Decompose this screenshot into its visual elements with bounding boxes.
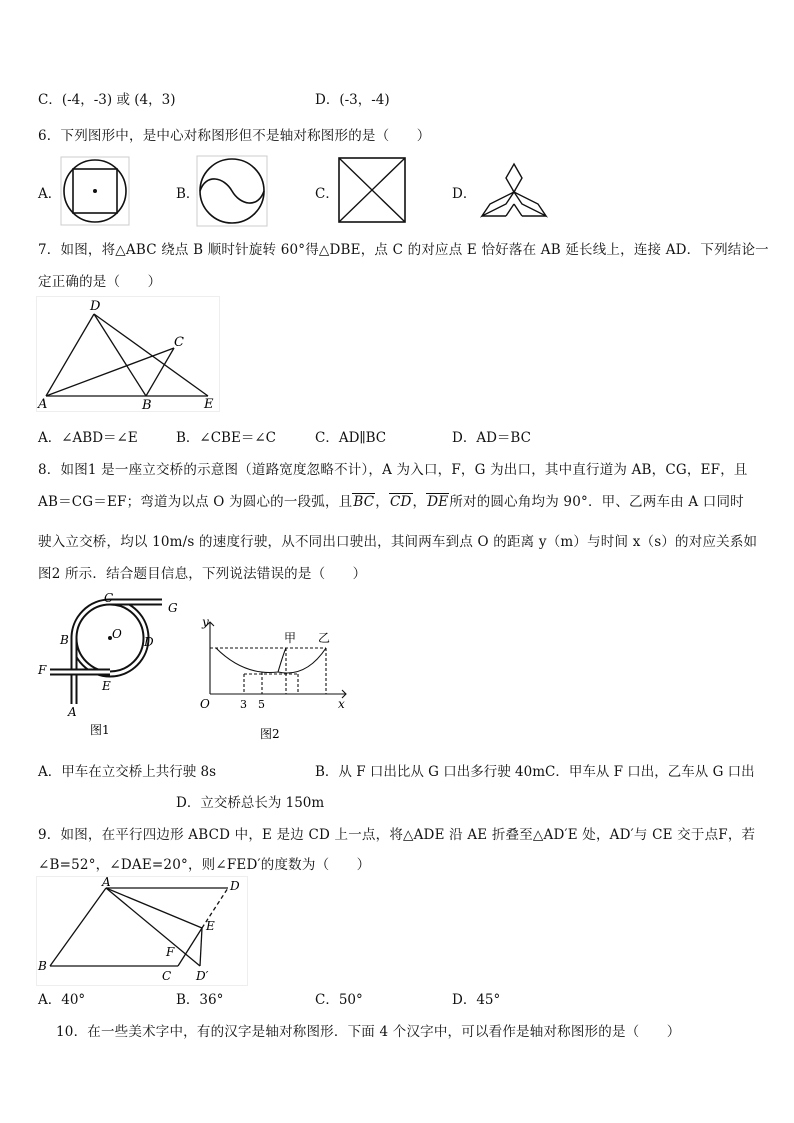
q8-sep1: ，: [375, 494, 389, 510]
q9-label-e: E: [206, 919, 215, 933]
q9-label-b: B: [38, 959, 47, 973]
q9-option-b: B．36°: [176, 992, 224, 1008]
q9-label-a: A: [102, 876, 111, 889]
q8-fig2-y-label: y: [202, 615, 209, 629]
q9-option-a: A．40°: [38, 992, 86, 1008]
q9-label-d: D: [230, 879, 240, 893]
q8-stem-line2-part-a: AB＝CG＝EF；弯道为以点 O 为圆心的一段弧，且: [38, 494, 353, 510]
q8-fig2-origin: O: [200, 697, 210, 711]
q7-figure-triangles: [36, 296, 220, 412]
q5-option-d: D．(-3，-4): [315, 92, 390, 108]
q8-fig1-label-b: B: [60, 633, 69, 647]
q7-label-b: B: [142, 398, 152, 412]
q6-option-c-label: C．: [315, 186, 339, 202]
q6-figure-c-square-x: [338, 157, 406, 223]
q8-fig2-label-jia: 甲: [284, 631, 297, 645]
q8-option-b-c: B．从 F 口出比从 G 口出多行驶 40mC．甲车从 F 口出，乙车从 G 口出: [315, 764, 755, 780]
q5-option-c: C．(-4，-3) 或 (4，3): [38, 92, 176, 108]
q7-label-a: A: [38, 397, 48, 412]
q8-fig1-label-e: E: [102, 679, 111, 693]
q7-option-a: A．∠ABD＝∠E: [38, 430, 138, 446]
q8-fig1-label-d: D: [144, 635, 154, 649]
q6-option-d-label: D．: [452, 186, 477, 202]
q8-stem-line3: 驶入立交桥，均以 10m/s 的速度行驶，从不同出口驶出，其间两车到点 O 的距离 y（m）与时间 x（s）的对应关系如: [38, 534, 758, 550]
q6-figure-b-yin-yang: [196, 155, 268, 227]
q9-label-c: C: [162, 969, 172, 983]
q8-stem-line2: [38, 490, 744, 510]
q7-stem-line1: 7．如图，将△ABC 绕点 B 顺时针旋转 60°得△DBE，点 C 的对应点 E 恰好落在 AB 延长线上，连接 AD．下列结论一: [38, 242, 769, 258]
q8-figure2-graph: [196, 612, 356, 746]
q7-option-d: D．AD＝BC: [452, 430, 531, 446]
q9-option-c: C．50°: [315, 992, 363, 1008]
q8-fig1-label-a: A: [68, 705, 77, 719]
q6-figure-a-circle-square: [60, 156, 130, 226]
q6-option-b-label: B．: [176, 186, 200, 202]
q6-figure-d-three-rhombus: [478, 160, 550, 220]
q8-arc-de: DE: [427, 494, 449, 510]
q10-stem: 10．在一些美术字中，有的汉字是轴对称图形．下面 4 个汉字中，可以看作是轴对称图形的是（ ）: [56, 1024, 681, 1040]
q7-label-d: D: [90, 299, 101, 314]
q7-stem-line2: 定正确的是（ ）: [38, 274, 162, 290]
q8-fig1-caption: 图1: [90, 723, 110, 737]
q8-fig1-label-o: O: [112, 627, 122, 641]
q8-option-d: D．立交桥总长为 150m: [176, 795, 325, 811]
q8-fig1-label-f: F: [38, 663, 47, 677]
q8-fig2-tick-3: 3: [240, 698, 247, 711]
q9-stem-line2: ∠B=52°，∠DAE=20°，则∠FED′的度数为（ ）: [38, 857, 371, 873]
q9-label-d-prime: D′: [196, 969, 209, 983]
q8-arc-cd: CD: [389, 494, 412, 510]
q8-fig2-tick-5: 5: [258, 698, 265, 711]
q8-figure1-interchange: [34, 592, 184, 742]
q7-option-c: C．AD∥BC: [315, 430, 387, 446]
q7-option-b: B．∠CBE＝∠C: [176, 430, 276, 446]
q6-option-a-label: A．: [38, 186, 62, 202]
q8-sep2: ，: [412, 494, 427, 510]
q8-fig2-label-yi: 乙: [318, 631, 331, 645]
q8-fig1-label-g: G: [168, 601, 178, 615]
q8-stem-line4: 图2 所示．结合题目信息，下列说法错误的是（ ）: [38, 566, 367, 582]
q6-stem: 6．下列图形中，是中心对称图形但不是轴对称图形的是（ ）: [38, 128, 431, 144]
q9-stem-line1: 9．如图，在平行四边形 ABCD 中，E 是边 CD 上一点，将△ADE 沿 AE 折叠至△AD′E 处，AD′与 CE 交于点F，若: [38, 827, 756, 843]
q9-figure-parallelogram: [36, 876, 248, 986]
q7-label-e: E: [204, 397, 214, 412]
q7-label-c: C: [174, 335, 184, 350]
q9-option-d: D．45°: [452, 992, 501, 1008]
q8-stem-line1: 8．如图1 是一座立交桥的示意图（道路宽度忽略不计），A 为入口，F，G 为出口，其中直行道为 AB，CG，EF，且: [38, 462, 748, 478]
q8-fig1-label-c: C: [104, 592, 114, 605]
q8-fig2-caption: 图2: [260, 727, 280, 741]
q8-fig2-x-label: x: [338, 697, 345, 711]
q8-arc-bc: BC: [353, 494, 375, 510]
q8-option-a: A．甲车在立交桥上共行驶 8s: [38, 764, 217, 780]
q9-label-f: F: [166, 945, 175, 959]
q8-stem-line2-part-b: 所对的圆心角均为 90°．甲、乙两车由 A 口同时: [449, 494, 744, 510]
